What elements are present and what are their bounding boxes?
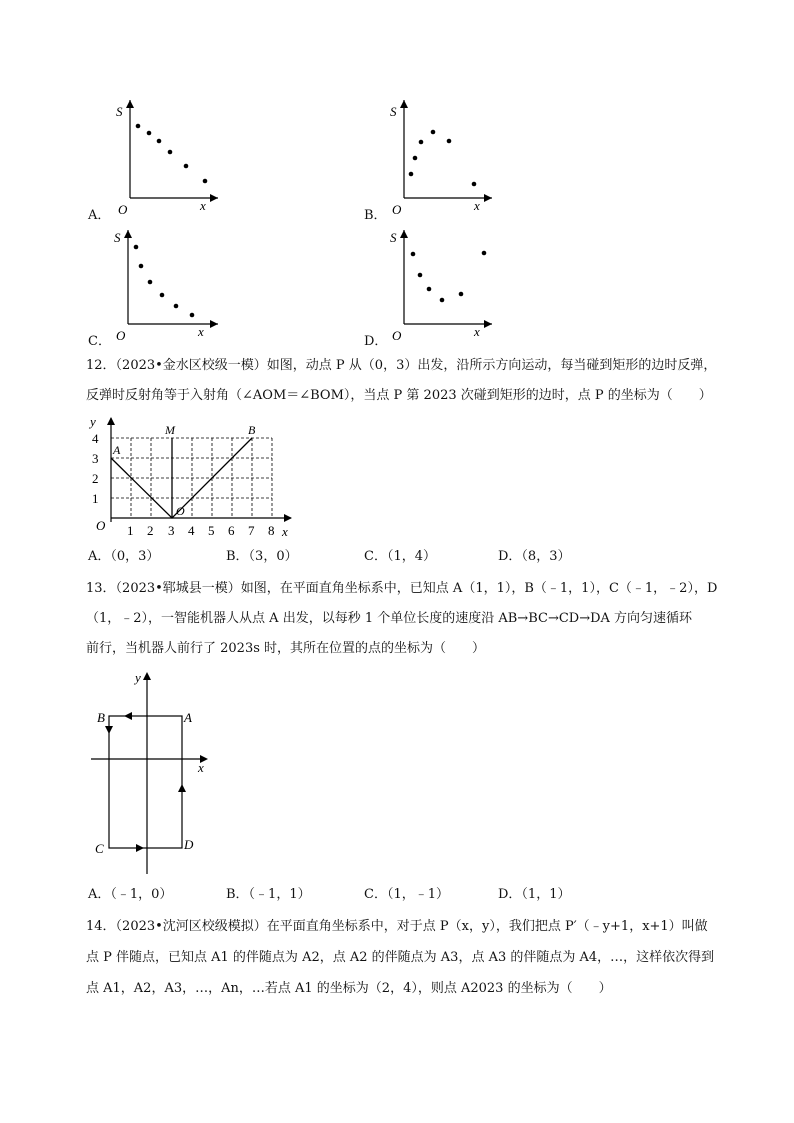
data-dot (190, 313, 195, 318)
data-dot (447, 139, 452, 144)
data-dot (148, 280, 153, 285)
q13-text-line-3: 前行，当机器人前行了 2023s 时，其所在位置的点的坐标为（ ） (86, 641, 486, 656)
graph-a (88, 92, 228, 222)
graph-c (88, 226, 228, 356)
s-label: S (114, 230, 121, 245)
data-dot (418, 273, 423, 278)
data-dot (174, 304, 179, 309)
s-label: S (116, 104, 123, 119)
x-tick: 7 (248, 523, 255, 538)
q14-text-line-1: 14．（2023•沈河区校级模拟）在平面直角坐标系中，对于点 P（x，y），我们把点 P′（﹣y+1，x+1）叫做 (86, 919, 708, 934)
point-b-label: B (97, 710, 105, 725)
x-tick: 1 (127, 523, 134, 538)
data-dot (419, 140, 424, 145)
q13-option-a[interactable]: A．（﹣1，0） (88, 887, 173, 902)
origin-label: O (392, 328, 402, 343)
y-tick: 2 (92, 471, 99, 486)
x-label: x (200, 198, 206, 213)
data-dot (147, 131, 152, 136)
point-b-label: B (248, 423, 256, 437)
data-dot (427, 287, 432, 292)
q11-option-b[interactable] (364, 92, 504, 222)
data-dot (431, 130, 436, 135)
origin-label: O (118, 202, 128, 217)
x-axis-label: x (198, 760, 204, 775)
point-m-label: M (165, 423, 175, 437)
q12-option-b[interactable]: B．（3，0） (226, 549, 298, 564)
option-letter: A． (88, 208, 111, 223)
q14-text-line-3: 点 A1，A2，A3，…，An，…若点 A1 的坐标为（2，4），则点 A2023 的坐标为（ ） (86, 981, 612, 996)
q12-figure (86, 412, 306, 542)
x-label: x (198, 324, 204, 339)
s-label: S (390, 230, 397, 245)
x-label: x (474, 324, 480, 339)
origin-label: O (116, 328, 126, 343)
q12-text-line-2: 反弹时反射角等于入射角（∠AOM＝∠BOM），当点 P 第 2023 次碰到矩形的边时，点 P 的坐标为（ ） (86, 388, 712, 403)
y-axis-label: y (90, 414, 96, 429)
data-dot (411, 252, 416, 257)
point-c-label: C (95, 841, 104, 856)
data-dot (472, 182, 477, 187)
data-dot (413, 156, 418, 161)
data-dot (409, 172, 414, 177)
data-dot (157, 139, 162, 144)
point-a-label: A (184, 710, 192, 725)
q12-option-d[interactable]: D．（8，3） (498, 549, 571, 564)
data-dot (168, 150, 173, 155)
q13-option-b[interactable]: B．（﹣1，1） (226, 887, 311, 902)
q13-text-line-2: （1，﹣2），一智能机器人从点 A 出发，以每秒 1 个单位长度的速度沿 AB→BC→CD→DA 方向匀速循环 (86, 611, 693, 626)
x-axis-label: x (282, 524, 288, 539)
q13-figure (86, 668, 226, 878)
q13-text-line-1: 13．（2023•郓城县一模）如图，在平面直角坐标系中，已知点 A（1，1），B（﹣1，1），C（﹣1，﹣2），D (86, 581, 718, 596)
origin-label: O (392, 202, 402, 217)
data-dot (136, 124, 141, 129)
q13-option-c[interactable]: C．（1，﹣1） (364, 887, 449, 902)
data-dot (459, 292, 464, 297)
x-tick: 5 (208, 523, 215, 538)
data-dot (160, 293, 165, 298)
y-tick: 3 (92, 451, 99, 466)
option-letter: B． (364, 208, 387, 223)
y-tick: 4 (92, 431, 99, 446)
q12-text-line-1: 12．（2023•金水区校级一模）如图，动点 P 从（0，3）出发，沿所示方向运动，每当碰到矩形的边时反弹， (86, 358, 717, 373)
x-tick: 3 (168, 523, 175, 538)
q11-option-a[interactable] (88, 92, 228, 222)
data-dot (440, 298, 445, 303)
data-dot (184, 164, 189, 169)
s-label: S (390, 104, 397, 119)
q12-option-a[interactable]: A．（0，3） (88, 549, 160, 564)
origin-label: O (96, 518, 106, 533)
point-a-label: A (113, 443, 121, 457)
x-tick: 4 (188, 523, 195, 538)
x-tick: 6 (228, 523, 235, 538)
option-letter: D． (364, 334, 388, 349)
option-letter: C． (88, 334, 111, 349)
data-dot (139, 264, 144, 269)
point-o-label: O (176, 504, 185, 518)
q13-option-d[interactable]: D．（1，1） (498, 887, 571, 902)
x-label: x (474, 198, 480, 213)
q11-option-c[interactable] (88, 226, 228, 356)
q12-option-c[interactable]: C．（1，4） (364, 549, 436, 564)
point-d-label: D (184, 837, 194, 852)
q11-option-d[interactable] (364, 226, 504, 356)
q14-text-line-2: 点 P 伴随点，已知点 A1 的伴随点为 A2，点 A2 的伴随点为 A3，点 A3 的伴随点为 A4，…，这样依次得到 (86, 950, 715, 965)
x-tick: 2 (147, 523, 154, 538)
x-tick: 8 (268, 523, 275, 538)
y-axis-label: y (135, 670, 141, 685)
graph-d (364, 226, 504, 356)
y-tick: 1 (92, 491, 99, 506)
data-dot (134, 245, 139, 250)
data-dot (482, 251, 487, 256)
data-dot (203, 179, 208, 184)
graph-b (364, 92, 504, 222)
